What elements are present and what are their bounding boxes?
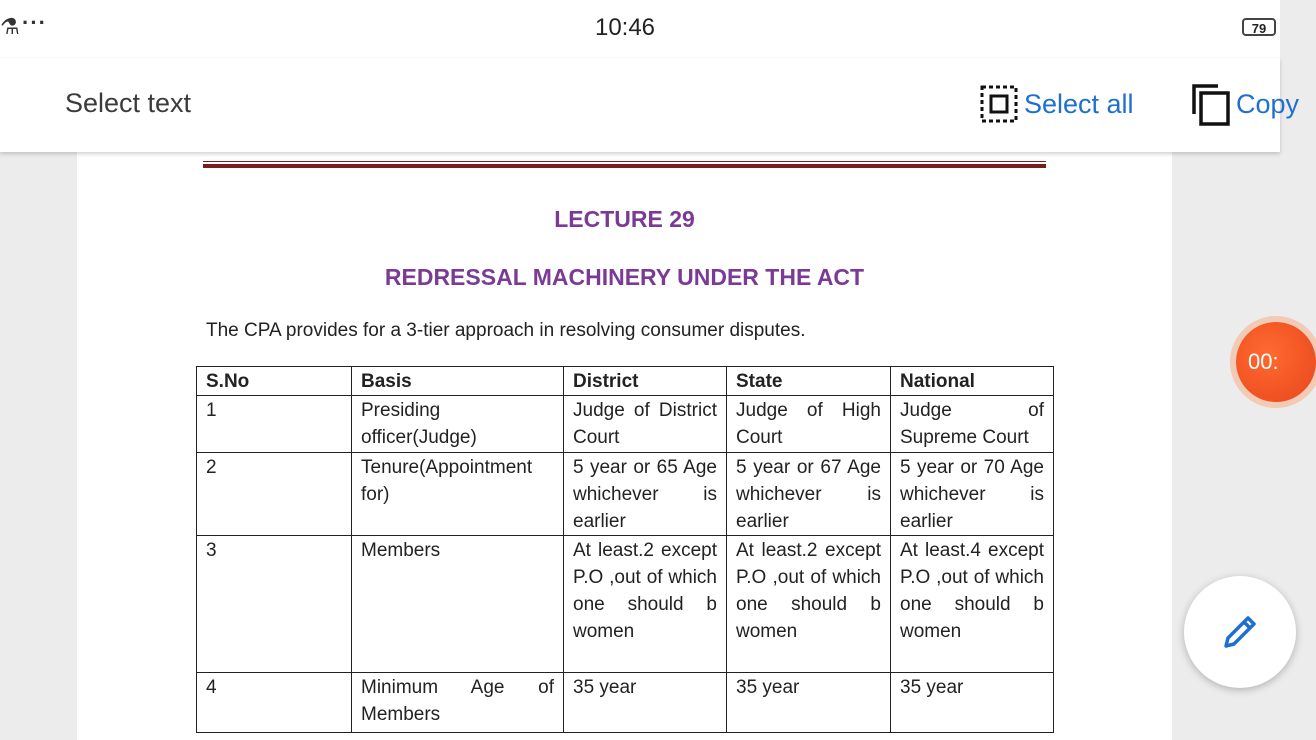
table-cell: Presiding officer(Judge) xyxy=(352,396,564,453)
table-cell: 5 year or 70 Age whichever is earlier xyxy=(891,453,1054,536)
lecture-title: REDRESSAL MACHINERY UNDER THE ACT xyxy=(384,264,865,290)
header-basis: Basis xyxy=(352,367,564,396)
battery-indicator: 79 xyxy=(1242,18,1276,36)
header-divider xyxy=(203,161,1046,168)
table-cell: 5 year or 65 Age whichever is earlier xyxy=(564,453,727,536)
table-cell: Judge of Supreme Court xyxy=(891,396,1054,453)
header-state: State xyxy=(727,367,891,396)
table-cell: Judge of High Court xyxy=(727,396,891,453)
table-cell: 5 year or 67 Age whichever is earlier xyxy=(727,453,891,536)
action-bar xyxy=(0,58,1300,152)
copy-icon xyxy=(1190,82,1232,126)
table-cell: 1 xyxy=(197,396,352,453)
table-cell: Judge of District Court xyxy=(564,396,727,453)
table-row xyxy=(197,396,1054,453)
header-district: District xyxy=(564,367,727,396)
table-cell: 3 xyxy=(197,536,352,673)
table-row xyxy=(197,673,1054,733)
header-sno: S.No xyxy=(197,367,352,396)
select-all-label: Select all xyxy=(1024,88,1134,119)
lecture-number: LECTURE 29 xyxy=(554,206,695,232)
status-time: 10:46 xyxy=(594,14,656,41)
select-all-icon xyxy=(980,85,1018,123)
header-national: National xyxy=(891,367,1054,396)
select-all-button[interactable] xyxy=(980,84,1134,124)
table-cell: 2 xyxy=(197,453,352,536)
edit-pencil-icon xyxy=(1220,612,1260,652)
table-cell: 35 year xyxy=(727,673,891,733)
table-cell: 4 xyxy=(197,673,352,733)
table-cell: At least.2 except P.O ,out of which one should b women xyxy=(564,536,727,673)
table-row xyxy=(197,536,1054,673)
copy-label: Copy xyxy=(1236,88,1300,119)
table-cell: Minimum Age of Members xyxy=(352,673,564,733)
table-row xyxy=(197,453,1054,536)
table-cell: 35 year xyxy=(891,673,1054,733)
edit-fab-button[interactable] xyxy=(1184,576,1296,688)
notification-icon: ⚗ xyxy=(0,14,20,39)
document-page xyxy=(77,140,1172,740)
table-header-row xyxy=(197,367,1054,396)
action-bar-title: Select text xyxy=(65,88,192,118)
intro-paragraph: The CPA provides for a 3-tier approach in resolving consumer disputes. xyxy=(206,320,806,341)
table-cell: 35 year xyxy=(564,673,727,733)
table-cell: At least.2 except P.O ,out of which one should b women xyxy=(727,536,891,673)
comparison-table xyxy=(196,366,1054,733)
table-cell: Tenure(Appointment for) xyxy=(352,453,564,536)
table-cell: At least.4 except P.O ,out of which one should b women xyxy=(891,536,1054,673)
status-bar xyxy=(0,0,1280,58)
overflow-dots-icon: ··· xyxy=(22,10,47,35)
copy-button[interactable] xyxy=(1190,82,1299,126)
recording-timer[interactable]: 00: xyxy=(1236,322,1316,402)
table-cell: Members xyxy=(352,536,564,673)
